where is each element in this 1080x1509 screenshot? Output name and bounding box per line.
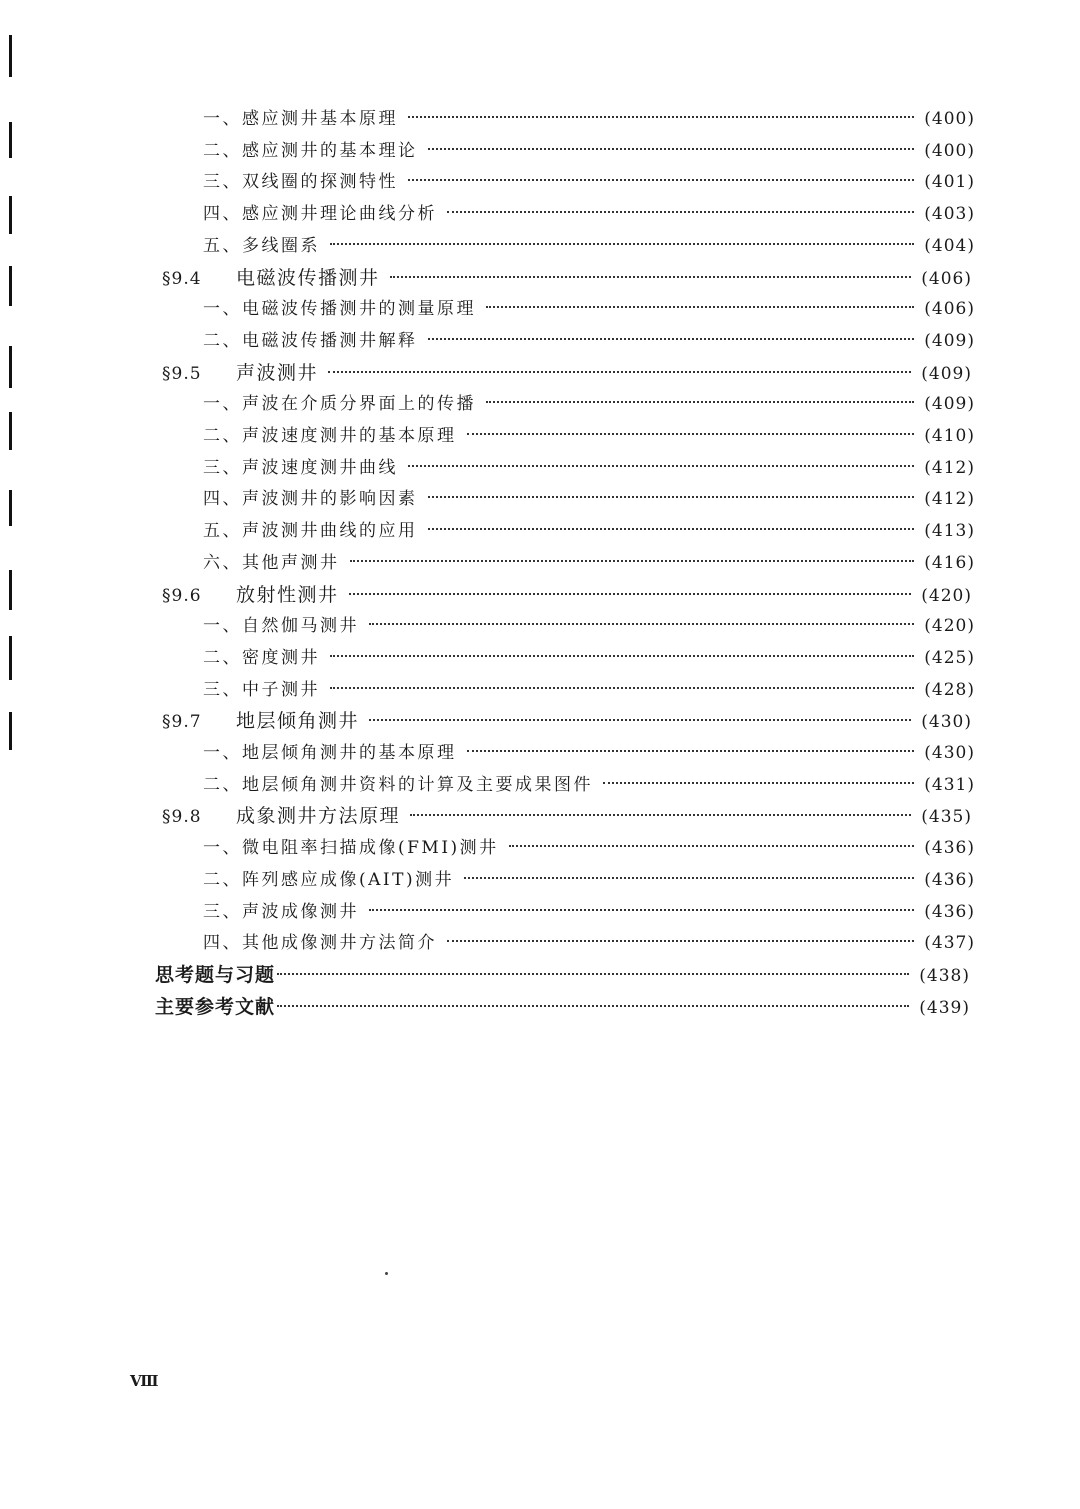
toc-subsection-entry	[203, 230, 975, 262]
toc-page-number: (403)	[924, 204, 975, 225]
toc-subsection-entry	[203, 135, 975, 167]
toc-entry-title: 二、电磁波传播测井解释	[203, 330, 418, 351]
toc-subsection-entry	[203, 166, 975, 198]
dot-leader	[330, 243, 914, 245]
dot-leader	[330, 687, 914, 689]
scan-edge-mark	[9, 636, 12, 680]
toc-entry-title: 主要参考文献	[155, 995, 276, 1018]
toc-subsection-entry	[203, 293, 975, 325]
scan-edge-mark	[9, 712, 12, 750]
scan-edge-mark	[9, 490, 12, 526]
scan-edge-mark	[9, 122, 12, 158]
section-number: §9.5	[162, 363, 202, 384]
dot-leader	[509, 845, 915, 847]
toc-entry-title: 电磁波传播测井	[236, 266, 380, 289]
toc-entry-title: 一、地层倾角测井的基本原理	[203, 743, 457, 763]
dot-leader	[447, 940, 914, 942]
dot-leader	[486, 401, 914, 403]
dot-leader	[277, 973, 909, 975]
toc-entry-title: 二、阵列感应成像(AIT)测井	[203, 869, 455, 890]
toc-entry-title: 一、自然伽马测井	[203, 616, 359, 637]
toc-subsection-entry	[203, 864, 975, 896]
dot-leader	[428, 338, 915, 340]
toc-page-number: (436)	[924, 838, 975, 859]
toc-page-number: (435)	[921, 807, 972, 828]
toc-subsection-entry	[203, 103, 975, 135]
toc-subsection-entry	[203, 388, 975, 420]
toc-page-number: (438)	[919, 965, 970, 986]
dot-leader	[328, 371, 911, 373]
toc-page-number: (406)	[921, 268, 972, 289]
toc-page-number: (439)	[919, 997, 970, 1018]
toc-entry-title: 三、声波成像测井	[203, 901, 359, 922]
toc-subsection-entry	[203, 927, 975, 959]
dot-leader	[369, 909, 914, 911]
page-number-roman: Ⅷ	[130, 1372, 158, 1390]
toc-section-entry	[162, 262, 972, 294]
toc-entry-title: 二、密度测井	[203, 647, 320, 668]
toc-section-entry	[162, 705, 972, 737]
toc-entry-title: 三、双线圈的探测特性	[203, 172, 398, 193]
scan-edge-mark	[9, 570, 12, 610]
toc-page-number: (430)	[924, 743, 975, 763]
toc-subsection-entry	[203, 737, 975, 769]
toc-entry-title: 一、电磁波传播测井的测量原理	[203, 299, 476, 320]
toc-subsection-entry	[203, 547, 975, 579]
dot-leader	[349, 593, 912, 595]
toc-page-number: (431)	[924, 774, 975, 795]
dot-leader	[369, 623, 914, 625]
toc-page-number: (410)	[924, 426, 975, 446]
toc-page-number: (436)	[924, 869, 975, 890]
scan-speck	[385, 1272, 388, 1275]
scan-edge-mark	[9, 196, 12, 234]
toc-page-number: (404)	[924, 235, 975, 256]
toc-entry-title: 五、声波测井曲线的应用	[203, 521, 418, 542]
toc-page-number: (401)	[924, 172, 975, 193]
dot-leader	[467, 750, 915, 752]
toc-entry-title: 四、其他成像测井方法简介	[203, 933, 437, 954]
toc-entry-title: 三、声波速度测井曲线	[203, 457, 398, 478]
dot-leader	[603, 782, 914, 784]
dot-leader	[428, 148, 915, 150]
dot-leader	[277, 1005, 909, 1007]
toc-entry-title: 一、声波在介质分界面上的传播	[203, 394, 476, 415]
toc-entry-title: 一、微电阻率扫描成像(FMI)测井	[203, 838, 499, 859]
scan-edge-mark	[9, 346, 12, 388]
toc-page-number: (416)	[924, 552, 975, 573]
toc-entry-title: 二、地层倾角测井资料的计算及主要成果图件	[203, 774, 593, 795]
toc-subsection-entry	[203, 610, 975, 642]
toc-entry-title: 二、感应测井的基本理论	[203, 140, 418, 161]
toc-page-number: (436)	[924, 901, 975, 922]
dot-leader	[369, 719, 911, 721]
toc-chapter-entry	[155, 959, 970, 991]
toc-subsection-entry	[203, 896, 975, 928]
toc-entry-title: 思考题与习题	[155, 963, 276, 986]
dot-leader	[486, 306, 914, 308]
scan-edge-mark	[9, 412, 12, 450]
toc-entry-title: 放射性测井	[236, 583, 339, 606]
toc-subsection-entry	[203, 769, 975, 801]
toc-page-number: (409)	[924, 330, 975, 351]
toc-subsection-entry	[203, 515, 975, 547]
toc-subsection-entry	[203, 325, 975, 357]
section-number: §9.4	[162, 268, 202, 289]
toc-page-number: (409)	[924, 394, 975, 415]
toc-section-entry	[162, 800, 972, 832]
toc-entry-title: 一、感应测井基本原理	[203, 109, 398, 129]
toc-subsection-entry	[203, 674, 975, 706]
dot-leader	[410, 814, 911, 816]
dot-leader	[467, 433, 915, 435]
dot-leader	[408, 465, 914, 467]
toc-subsection-entry	[203, 452, 975, 484]
toc-entry-title: 声波测井	[236, 361, 319, 384]
toc-page-number: (400)	[924, 140, 975, 161]
toc-page-number: (412)	[924, 457, 975, 478]
dot-leader	[447, 211, 914, 213]
toc-page-number: (400)	[924, 109, 975, 129]
toc-page-number: (412)	[924, 489, 975, 510]
scan-edge-mark	[9, 35, 12, 77]
dot-leader	[408, 179, 914, 181]
toc-page-number: (409)	[921, 363, 972, 384]
dot-leader	[390, 276, 912, 278]
section-number: §9.6	[162, 585, 202, 606]
dot-leader	[408, 116, 914, 118]
toc-page-number: (428)	[924, 679, 975, 700]
toc-entry-title: 二、声波速度测井的基本原理	[203, 426, 457, 446]
dot-leader	[428, 496, 915, 498]
toc-subsection-entry	[203, 198, 975, 230]
section-number: §9.8	[162, 807, 202, 828]
section-number: §9.7	[162, 712, 202, 733]
toc-page-number: (413)	[924, 521, 975, 542]
toc-section-entry	[162, 357, 972, 389]
toc-subsection-entry	[203, 420, 975, 452]
dot-leader	[330, 655, 914, 657]
dot-leader	[428, 528, 915, 530]
toc-page-number: (406)	[924, 299, 975, 320]
scan-edge-mark	[9, 266, 12, 306]
toc-subsection-entry	[203, 483, 975, 515]
dot-leader	[350, 560, 915, 562]
toc-page-number: (430)	[921, 712, 972, 733]
toc-subsection-entry	[203, 642, 975, 674]
dot-leader	[464, 877, 914, 879]
toc-entry-title: 四、感应测井理论曲线分析	[203, 204, 437, 225]
toc-subsection-entry	[203, 832, 975, 864]
toc-entry-title: 成象测井方法原理	[236, 805, 401, 828]
toc-entry-title: 地层倾角测井	[236, 710, 360, 733]
toc-page-number: (425)	[924, 647, 975, 668]
toc-entry-title: 六、其他声测井	[203, 552, 340, 573]
toc-entry-title: 三、中子测井	[203, 679, 320, 700]
toc-page-number: (437)	[924, 933, 975, 954]
toc-entry-title: 五、多线圈系	[203, 235, 320, 256]
toc-entry-title: 四、声波测井的影响因素	[203, 489, 418, 510]
toc-page-number: (420)	[921, 585, 972, 606]
toc-chapter-entry	[155, 991, 970, 1023]
toc-page-number: (420)	[924, 616, 975, 637]
toc-section-entry	[162, 579, 972, 611]
